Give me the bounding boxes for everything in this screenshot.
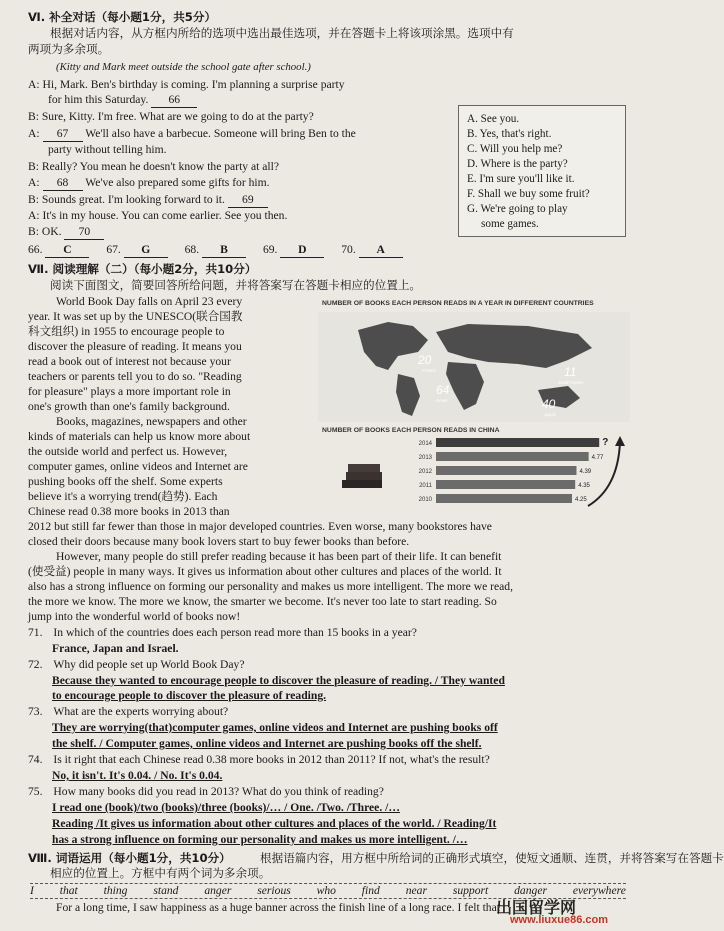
option-item: E. I'm sure you'll like it. bbox=[467, 173, 575, 185]
bar-value-label: 4.25 bbox=[575, 497, 587, 503]
word-option: I bbox=[30, 884, 34, 897]
answer-74: No, it isn't. It's 0.04. / No. It's 0.04. bbox=[52, 769, 223, 782]
bar-2010 bbox=[436, 494, 572, 503]
bar-2011 bbox=[436, 480, 575, 489]
passage-line: computer games, online videos and Internet are bbox=[28, 460, 248, 473]
word-option: thing bbox=[103, 884, 128, 897]
answer-73: They are worrying(that)computer games, online videos and Internet are pushing books off bbox=[52, 721, 498, 734]
option-item: D. Where is the party? bbox=[467, 158, 568, 170]
label-israel: Israel bbox=[436, 398, 448, 403]
passage-line: 科文组织) in 1955 to encourage people to bbox=[28, 325, 225, 338]
world-map bbox=[318, 312, 630, 422]
dialogue-line: A: 67 We'll also have a barbecue. Someone will bring Ben to the bbox=[28, 127, 356, 140]
passage-line: the outside world and perfect us. However, bbox=[28, 445, 228, 458]
watermark-logo: 出国留学网 bbox=[496, 898, 577, 917]
passage-line: also has a strong influence on forming our personality and makes us more intelligent. The more we read, bbox=[28, 580, 513, 593]
passage-line: (使受益) people in many ways. It gives us information about other cultures and places of the world. It bbox=[28, 565, 502, 578]
question-75: 75. How many books did you read in 2013? What do you think of reading? bbox=[28, 785, 384, 798]
dialogue-line: B: Really? You mean he doesn't know the party at all? bbox=[28, 160, 279, 173]
answer-69: D bbox=[280, 243, 324, 258]
value-korea: 11 bbox=[564, 365, 577, 379]
question-71: 71. In which of the countries does each person read more than 15 books in a year? bbox=[28, 626, 417, 639]
section8-instruction-2: 相应的位置上。方框中有两个词为多余项。 bbox=[50, 866, 271, 880]
dialogue-line: party without telling him. bbox=[48, 143, 167, 156]
word-option: who bbox=[316, 884, 336, 897]
options-box bbox=[458, 105, 626, 237]
bar-2012 bbox=[436, 466, 576, 475]
value-france: 20 bbox=[418, 353, 432, 367]
dialogue-scene: (Kitty and Mark meet outside the school gate after school.) bbox=[56, 61, 311, 73]
blank-67: 67 bbox=[43, 127, 83, 142]
watermark-url: www.liuxue86.com bbox=[510, 914, 609, 926]
option-item: F. Shall we buy some fruit? bbox=[467, 188, 590, 200]
passage-line: for pleasure" plays a more important role in bbox=[28, 385, 231, 398]
option-item: G. We're going to play bbox=[467, 203, 568, 215]
passage-line: jump into the wonderful world of books now! bbox=[28, 610, 241, 623]
dialogue-line: A: Hi, Mark. Ben's birthday is coming. I'm planning a surprise party bbox=[28, 78, 345, 91]
blank-68: 68 bbox=[43, 176, 83, 191]
passage-line: However, many people do still prefer reading because it has been part of their life. It can benefit bbox=[56, 550, 502, 563]
bar-value-label: 4.35 bbox=[578, 483, 590, 489]
label-korea: South Korea bbox=[558, 380, 584, 385]
books-stack-icon bbox=[342, 464, 382, 488]
word-option: everywhere bbox=[572, 884, 626, 897]
option-item: C. Will you help me? bbox=[467, 143, 563, 155]
passage-line: one's growth than one's family background. bbox=[28, 400, 230, 413]
option-item: A. See you. bbox=[467, 113, 520, 125]
books-bar-chart bbox=[318, 428, 630, 512]
value-japan: 40 bbox=[542, 397, 556, 411]
answer-73-cont: the shelf. / Computer games, online videos and Internet are pushing books off the shelf. bbox=[52, 737, 482, 750]
word-option: serious bbox=[257, 884, 291, 897]
passage-line: discover the pleasure of reading. It means you bbox=[28, 340, 242, 353]
section6-instruction: 根据对话内容，从方框内所给的选项中选出最佳选项，并在答题卡上将该项涂黑。选项中有 bbox=[50, 26, 514, 40]
bar-value-label: ? bbox=[602, 437, 609, 448]
dialogue-line: B: Sure, Kitty. I'm free. What are we going to do at the party? bbox=[28, 110, 314, 123]
section7-instruction: 阅读下面图文，简要回答所给问题，并将答案写在答题卡相应的位置上。 bbox=[50, 278, 422, 292]
passage-line: pushing books off the shelf. Some experts bbox=[28, 475, 223, 488]
option-item: B. Yes, that's right. bbox=[467, 128, 552, 140]
blank-69: 69 bbox=[228, 193, 268, 208]
bar-chart-title: NUMBER OF BOOKS EACH PERSON READS IN CHINA bbox=[322, 427, 500, 434]
label-japan: Japan bbox=[544, 412, 557, 417]
answer-75-cont: Reading /It gives us information about other cultures and places of the world. / Reading/It bbox=[52, 817, 497, 830]
passage-line: read a book out of interest not because your bbox=[28, 355, 231, 368]
passage-line: World Book Day falls on April 23 every bbox=[56, 295, 243, 308]
passage-line: Books, magazines, newspapers and other bbox=[56, 415, 247, 428]
bar-2013 bbox=[436, 452, 589, 461]
word-option: danger bbox=[514, 884, 547, 897]
trend-arrowhead-icon bbox=[615, 436, 625, 446]
section8-heading: Ⅷ. 词语运用（每小题1分，共10分） bbox=[28, 851, 231, 865]
answer-75: I read one (book)/two (books)/three (books)/… / One. /Two. /Three. /… bbox=[52, 801, 400, 814]
trend-arrow-icon bbox=[588, 442, 620, 506]
section6-instruction-2: 两项为多余项。 bbox=[28, 42, 110, 56]
answer-row: 66. C 67. G 68. B 69. D 70. A bbox=[28, 243, 403, 258]
passage-line: closed their doors because many book lovers start to buy fewer books than before. bbox=[28, 535, 410, 548]
passage-line: believe it's a worrying trend(趋势). Each bbox=[28, 490, 218, 503]
answer-72: Because they wanted to encourage people to discover the pleasure of reading. / They wanted bbox=[52, 674, 505, 687]
word-option: support bbox=[452, 884, 489, 897]
question-74: 74. Is it right that each Chinese read 0.38 more books in 2012 than 2011? If not, what's the result? bbox=[28, 753, 490, 766]
answer-71: France, Japan and Israel. bbox=[52, 642, 179, 655]
passage-line: year. It was set up by the UNESCO(联合国教 bbox=[28, 310, 243, 323]
section7-heading: Ⅶ. 阅读理解（二）（每小题2分，共10分） bbox=[28, 262, 257, 276]
option-item: some games. bbox=[481, 218, 539, 230]
dialogue-line: B: Sounds great. I'm looking forward to it. 69 bbox=[28, 193, 268, 208]
bar-year-label: 2014 bbox=[418, 441, 432, 447]
label-france: France bbox=[422, 368, 437, 373]
blank-70: 70 bbox=[64, 225, 104, 240]
passage-line: the more we know. The more we know, the smarter we become. It's never too late to start reading. So bbox=[28, 595, 497, 608]
passage-line: For a long time, I saw happiness as a huge banner across the finish line of a long race. I felt that bbox=[56, 901, 500, 914]
word-option: stand bbox=[153, 884, 179, 897]
word-option: anger bbox=[204, 884, 232, 897]
word-option: that bbox=[59, 884, 78, 897]
dialogue-line: A: It's in my house. You can come earlier. See you then. bbox=[28, 209, 288, 222]
answer-72-cont: to encourage people to discover the pleasure of reading. bbox=[52, 689, 327, 702]
bar-2014 bbox=[436, 438, 599, 447]
dialogue-line: B: OK. 70 bbox=[28, 225, 104, 240]
map-point-japan bbox=[542, 397, 557, 417]
bar-year-label: 2013 bbox=[418, 455, 432, 461]
answer-75-cont2: has a strong influence on forming our personality and makes us more intelligent. /… bbox=[52, 833, 468, 846]
passage-line: kinds of materials can help us know more about bbox=[28, 430, 251, 443]
question-72: 72. Why did people set up World Book Day? bbox=[28, 658, 245, 671]
bar-year-label: 2011 bbox=[419, 483, 432, 489]
blank-66: 66 bbox=[151, 93, 197, 108]
dialogue-line: A: 68 We've also prepared some gifts for him. bbox=[28, 176, 270, 189]
bar-value-label: 4.77 bbox=[591, 455, 604, 461]
answer-70: A bbox=[359, 243, 403, 258]
word-option: near bbox=[405, 884, 427, 897]
question-73: 73. What are the experts worrying about? bbox=[28, 705, 229, 718]
section6-heading: Ⅵ. 补全对话（每小题1分，共5分） bbox=[28, 10, 217, 24]
answer-67: G bbox=[124, 243, 168, 258]
answer-68: B bbox=[202, 243, 246, 258]
answer-66: C bbox=[45, 243, 89, 258]
map-chart-title: NUMBER OF BOOKS EACH PERSON READS IN A YEAR IN DIFFERENT COUNTRIES bbox=[322, 300, 594, 307]
word-option: find bbox=[361, 884, 380, 897]
passage-line: Chinese read 0.38 more books in 2013 than bbox=[28, 505, 230, 518]
bar-year-label: 2010 bbox=[418, 497, 432, 503]
value-israel: 64 bbox=[436, 383, 450, 397]
section8-instruction: 根据语篇内容，用方框中所给词的正确形式填空，使短文通顺、连贯，并将答案写在答题卡 bbox=[260, 851, 724, 865]
passage-line: 2012 but still far fewer than those in major developed countries. Even worse, many bookstores have bbox=[28, 520, 492, 533]
bar-value-label: 4.39 bbox=[579, 469, 592, 475]
passage-line: teachers or parents tell you to do so. "Reading bbox=[28, 370, 242, 383]
dialogue-line: for him this Saturday. 66 bbox=[48, 93, 197, 108]
bar-year-label: 2012 bbox=[418, 469, 432, 475]
